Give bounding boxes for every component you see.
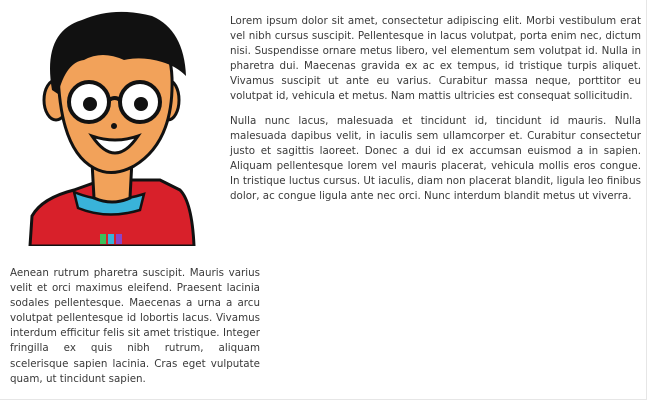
cartoon-character-image (12, 2, 212, 246)
paragraph-1: Lorem ipsum dolor sit amet, consectetur adipiscing elit. Morbi vestibulum erat vel nibh cursus suscipit. Pellentesque in lacus volutpat, porta enim nec, dictum nisi. Suspendisse ornare metus libero, vel elementum sem volutpat id. Nulla in pharetra dui. Maecenas gravida ex ac ex tempus, id tristique turpis aliquet. Vivamus suscipit ut ante eu varius. Curabitur massa neque, porttitor eu volutpat id, vehicula et metus. Nam mattis ultricies est consequat sollicitudin. (230, 15, 641, 103)
right-text-column (230, 14, 641, 213)
paragraph-3: Aenean rutrum pharetra suscipit. Mauris varius velit et orci maximus eleifend. Praesent lacinia sodales pellentesque. Maecenas a urna a arcu volutpat pellentesque id lobortis lacus. Vivamus interdum efficitur felis sit amet tristique. Integer fringilla ex quis nibh rutrum, aliquam scelerisque sapien lacinia. Cras eget vulputate quam, ut tincidunt sapien. (10, 267, 260, 385)
cartoon-character-icon (12, 2, 212, 246)
paragraph-2: Nulla nunc lacus, malesuada et tincidunt id, tincidunt id mauris. Nulla malesuada dapibus velit, in iaculis sem ullamcorper et. Curabitur consectetur justo et sagittis laoreet. Donec a dui id ex accumsan euismod a in sapien. Aliquam pellentesque lorem vel mauris placerat, vehicula mollis eros congue. In tristique luctus cursus. Ut iaculis, diam non placerat blandit, ligula leo finibus dolor, ac congue ligula ante nec orci. Nunc interdum blandit metus ut viverra. (230, 114, 641, 203)
bottom-text-column (10, 266, 260, 396)
